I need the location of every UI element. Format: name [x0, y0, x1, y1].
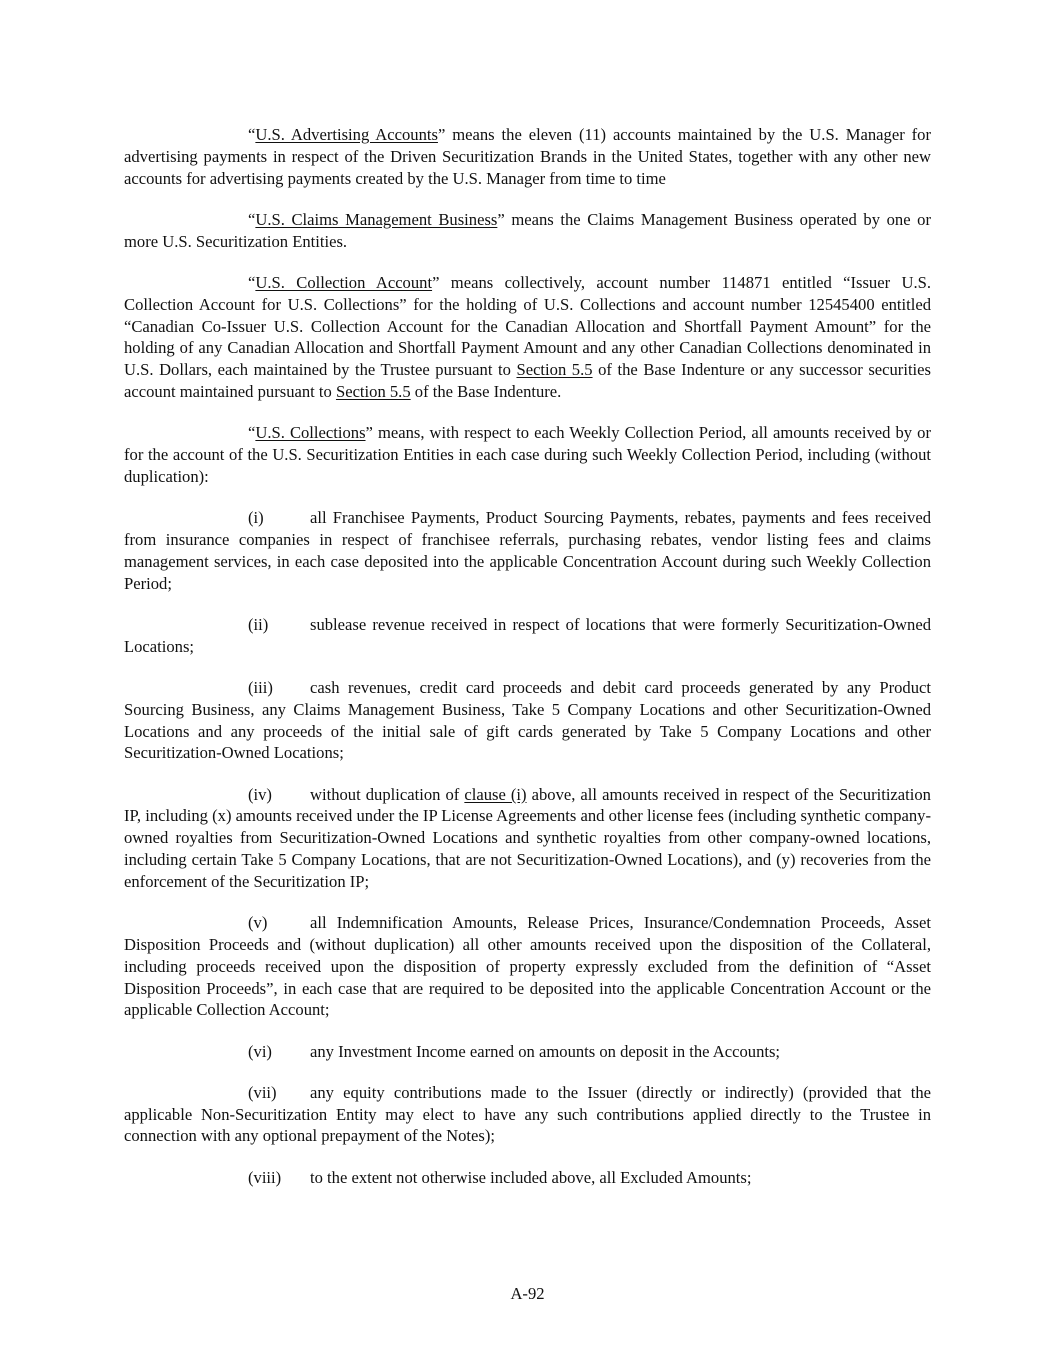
item-number: (vii) — [248, 1082, 277, 1102]
clause-reference: clause (i) — [464, 784, 527, 804]
item-text: sublease revenue received in respect of locations that were formerly Securitization-Owned Locations; — [124, 614, 931, 656]
list-item — [124, 1082, 931, 1147]
definition-body: ” means, with respect to each Weekly Collection Period, all amounts received by or for the account of the U.S. Securitization Entities in each case during such Weekly Collection Period, including (without duplication): — [124, 423, 931, 486]
section-reference: Section 5.5 — [516, 360, 593, 380]
open-quote: “ — [248, 423, 256, 443]
list-item — [124, 912, 931, 1021]
definition-body: of the Base Indenture or any successor securities account maintained pursuant to — [124, 360, 931, 401]
open-quote: “ — [248, 272, 256, 292]
definition-body: ” means the eleven (11) accounts maintained by the U.S. Manager for advertising payments in respect of the Driven Securitization Brands in the United States, together with any other new accounts for advertising payments created by the U.S. Manager from time to time — [124, 125, 931, 188]
list-item — [124, 507, 931, 594]
definition-body: ” means collectively, account number 114871 entitled “Issuer U.S. Collection Account for U.S. Collections” for the holding of U.S. Collections and account number 12545400 entitled “Canadian Co-Issuer U.S. Collection Account for the Canadian Allocation and Shortfall Payment Amount” for the holding of any Canadian Allocation and Shortfall Payment Amount and any other Canadian Collections denominated in U.S. Dollars, each maintained by the Trustee pursuant to — [124, 272, 931, 380]
open-quote: “ — [248, 125, 256, 144]
item-number: (i) — [248, 508, 264, 528]
list-item — [124, 614, 931, 658]
item-number: (iii) — [248, 677, 273, 697]
item-text: to the extent not otherwise included above, all Excluded Amounts; — [310, 1167, 752, 1187]
defined-term: U.S. Collection Account — [255, 272, 433, 292]
item-text: all Indemnification Amounts, Release Prices, Insurance/Condemnation Proceeds, Asset Disposition Proceeds and (without duplication) all other amounts received upon the disposition of the Collateral, including proceeds received upon the disposition of property expressly excluded from the definition of “Asset Disposition Proceeds”, in each case that are required to be deposited into the applicable Concentration Account or the applicable Collection Account; — [124, 913, 931, 1020]
definition-us-collection-account — [124, 272, 931, 403]
defined-term: U.S. Advertising Accounts — [255, 125, 438, 144]
item-number: (v) — [248, 913, 268, 933]
list-item — [124, 1167, 931, 1189]
page-number: A-92 — [510, 1284, 545, 1303]
item-number: (ii) — [248, 614, 269, 634]
definition-body: ” means the Claims Management Business operated by one or more U.S. Securitization Entities. — [124, 209, 931, 251]
defined-term: U.S. Collections — [255, 423, 366, 443]
list-item — [124, 784, 931, 893]
definition-us-collections — [124, 422, 931, 487]
item-text: above, all amounts received in respect of the Securitization IP, including (x) amounts received under the IP License Agreements and other license fees (including synthetic company-owned royalties from Securitization-Owned Locations and synthetic royalties from other company-owned locations, including certain Take 5 Company Locations, that are not Securitization-Owned Locations), and (y) recoveries from the enforcement of the Securitization IP; — [124, 784, 931, 891]
item-text: all Franchisee Payments, Product Sourcing Payments, rebates, payments and fees received from insurance companies in respect of franchisee referrals, purchasing rebates, vendor listing fees and claims management services, in each case deposited into the applicable Concentration Account during such Weekly Collection Period; — [124, 508, 931, 593]
list-item — [124, 677, 931, 764]
definition-us-advertising-accounts — [124, 124, 931, 189]
item-number: (iv) — [248, 784, 272, 804]
list-item — [124, 1041, 931, 1063]
item-text: any equity contributions made to the Issuer (directly or indirectly) (provided that the applicable Non-Securitization Entity may elect to have any such contributions applied directly to the Trustee in connection with any optional prepayment of the Notes); — [124, 1082, 931, 1146]
open-quote: “ — [248, 209, 256, 229]
item-number: (viii) — [248, 1167, 282, 1187]
item-text: any Investment Income earned on amounts on deposit in the Accounts; — [310, 1041, 781, 1061]
item-text: cash revenues, credit card proceeds and debit card proceeds generated by any Product Sourcing Business, any Claims Management Business, Take 5 Company Locations and other Securitization-Owned Locations and any proceeds of the initial sale of gift cards generated by Take 5 Company Locations and other Securitization-Owned Locations; — [124, 677, 931, 763]
item-text: without duplication of — [310, 784, 465, 804]
document-page — [124, 124, 931, 1208]
section-reference: Section 5.5 — [335, 381, 411, 401]
defined-term: U.S. Claims Management Business — [255, 209, 498, 229]
item-number: (vi) — [248, 1041, 272, 1061]
definition-us-claims-management-business — [124, 209, 931, 253]
definition-body: of the Base Indenture. — [410, 381, 562, 401]
